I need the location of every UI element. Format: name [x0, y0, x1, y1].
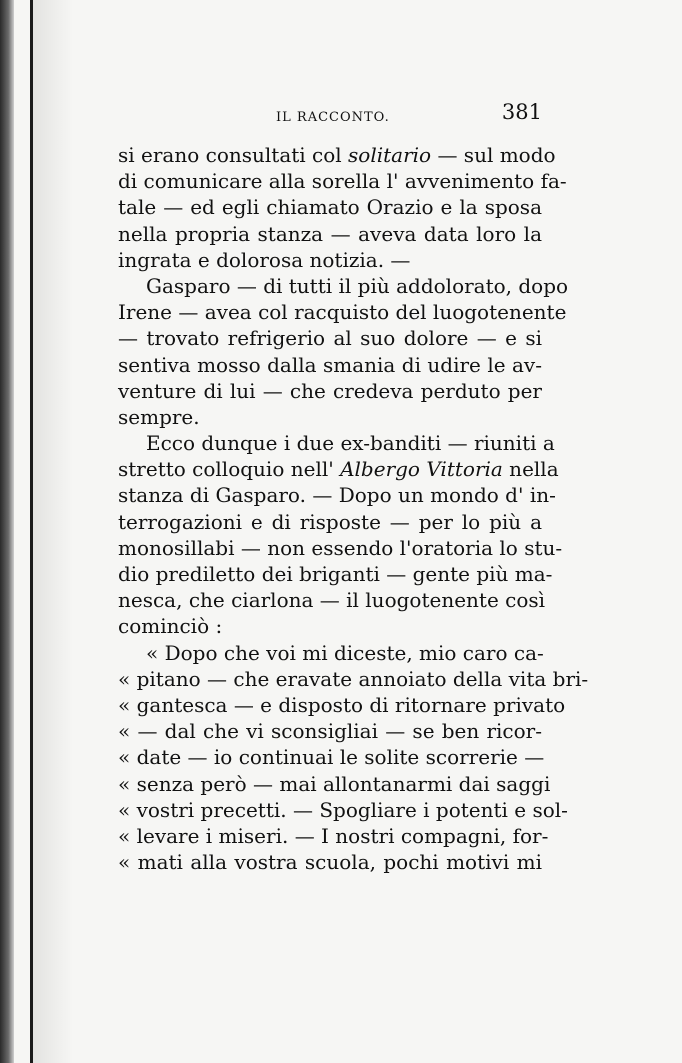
- page-header: [118, 98, 542, 130]
- binding-edge: [0, 0, 14, 1063]
- text-run: si erano consultati col: [118, 143, 349, 167]
- text-line: [118, 273, 569, 299]
- text-line: [118, 247, 542, 273]
- italic-phrase: Albergo Vittoria: [340, 457, 503, 482]
- text-run: « pitano — che eravate annoiato della vita bri-: [118, 666, 589, 691]
- text-run: « date — io continuai le solite scorrerie —: [118, 745, 545, 770]
- text-line: [118, 744, 545, 770]
- text-run: Irene — avea col racquisto del luogotenente: [118, 300, 567, 325]
- text-line: [118, 692, 566, 718]
- text-line: [118, 142, 556, 168]
- text-line: [118, 456, 559, 482]
- text-line: [118, 613, 542, 639]
- text-run: « gantesca — e disposto di ritornare privato: [118, 692, 566, 717]
- text-line: [118, 509, 542, 535]
- text-run: — trovato refrigerio al suo dolore — e si: [118, 326, 542, 351]
- text-line: [118, 352, 542, 378]
- text-line: [118, 325, 542, 351]
- text-run: — sul modo: [431, 143, 556, 167]
- text-run: « — dal che vi sconsigliai — se ben ricor-: [118, 719, 542, 744]
- text-run: terrogazioni e di risposte — per lo più a: [118, 509, 542, 534]
- text-line: [118, 666, 589, 692]
- text-line: [118, 797, 568, 823]
- italic-phrase: solitario: [348, 143, 432, 167]
- text-line: [118, 561, 553, 587]
- text-run: « mati alla vostra scuola, pochi motivi mi: [118, 850, 542, 875]
- text-run: sentiva mosso dalla smania di udire le av-: [118, 352, 542, 377]
- text-line: [118, 718, 542, 744]
- text-line: [118, 404, 542, 430]
- text-run: stanza di Gasparo. — Dopo un mondo d' in-: [118, 483, 556, 508]
- gutter-shadow: [33, 0, 73, 1063]
- text-run: cominciò :: [118, 614, 223, 639]
- page-number: 381: [501, 100, 542, 124]
- text-run: stretto colloquio nell': [118, 457, 341, 482]
- text-line: [118, 299, 567, 325]
- text-line: [118, 771, 551, 797]
- text-run: « Dopo che voi mi diceste, mio caro ca-: [146, 640, 544, 665]
- text-run: nella: [502, 457, 559, 482]
- text-run: Gasparo — di tutti il più addolorato, dopo: [146, 273, 569, 298]
- text-run: venture di lui — che credeva perduto per: [118, 378, 542, 403]
- running-head: IL RACCONTO.: [276, 110, 390, 125]
- text-run: monosillabi — non essendo l'oratoria lo stu-: [118, 535, 563, 560]
- text-run: « senza però — mai allontanarmi dai saggi: [118, 771, 551, 796]
- text-line: [118, 587, 546, 613]
- text-line: [118, 482, 556, 508]
- text-run: sempre.: [118, 404, 200, 429]
- text-line: [118, 194, 542, 220]
- body-text: [118, 142, 589, 875]
- text-line: [118, 640, 542, 666]
- text-run: Ecco dunque i due ex-banditi — riuniti a: [146, 431, 555, 456]
- text-run: « vostri precetti. — Spogliare i potenti e sol-: [118, 797, 568, 822]
- text-run: « levare i miseri. — I nostri compagni, for-: [118, 823, 549, 848]
- text-run: tale — ed egli chiamato Orazio e la sposa: [118, 195, 542, 220]
- text-line: [118, 535, 563, 561]
- text-line: [118, 221, 542, 247]
- text-line: [118, 168, 567, 194]
- text-line: [118, 849, 542, 875]
- text-line: [118, 823, 549, 849]
- text-run: nella propria stanza — aveva data loro la: [118, 221, 542, 246]
- text-line: [118, 378, 542, 404]
- text-run: ingrata e dolorosa notizia. —: [118, 247, 411, 272]
- text-run: di comunicare alla sorella l' avvenimento fa-: [118, 169, 567, 194]
- text-run: nesca, che ciarlona — il luogotenente così: [118, 588, 546, 613]
- text-run: dio prediletto dei briganti — gente più ma-: [118, 562, 553, 586]
- text-line: [118, 430, 555, 456]
